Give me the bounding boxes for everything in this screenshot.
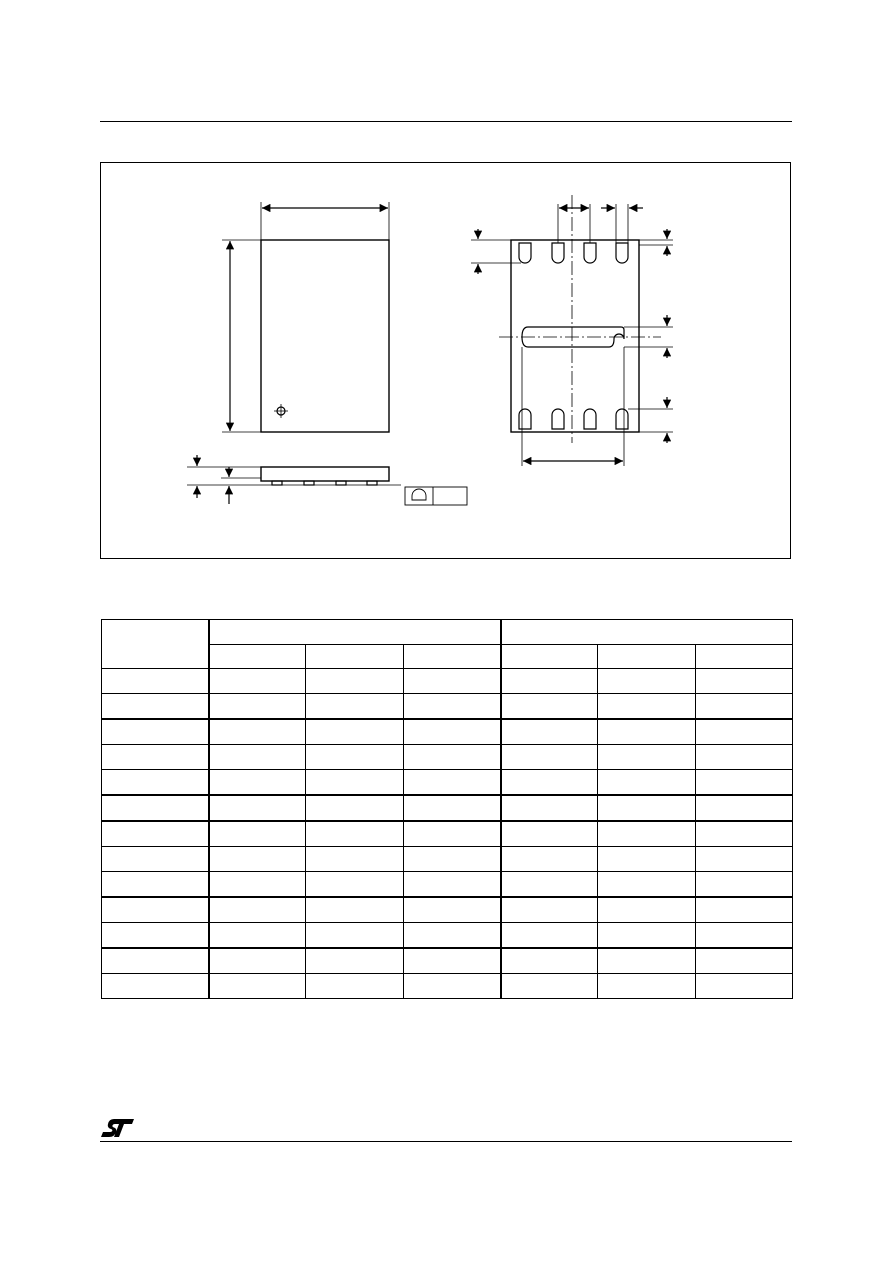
dimension-value-cell	[404, 795, 501, 821]
table-row	[102, 669, 793, 694]
dimension-value-cell	[404, 694, 501, 720]
st-logo-icon	[100, 1117, 136, 1139]
dimension-symbol-cell	[102, 795, 209, 821]
dimension-value-cell	[598, 669, 696, 694]
dimension-symbol-cell	[102, 974, 209, 999]
dimension-symbol-cell	[102, 821, 209, 847]
dimension-value-cell	[404, 923, 501, 949]
dimension-value-cell	[598, 847, 696, 872]
table-row	[102, 719, 793, 745]
dimension-value-cell	[306, 795, 404, 821]
table-row	[102, 694, 793, 720]
dimension-value-cell	[696, 719, 793, 745]
bottom-view	[471, 195, 673, 466]
dimensions-table	[101, 619, 793, 999]
dimension-value-cell	[598, 694, 696, 720]
dimension-value-cell	[404, 847, 501, 872]
dimension-value-cell	[501, 669, 598, 694]
dimension-symbol-cell	[102, 669, 209, 694]
tolerance-frame-icon	[405, 487, 467, 505]
dimension-value-cell	[598, 821, 696, 847]
package-drawing-svg	[101, 163, 792, 560]
subheader-cell	[598, 645, 696, 669]
dimension-value-cell	[598, 770, 696, 796]
dimension-symbol-cell	[102, 719, 209, 745]
dimension-value-cell	[306, 694, 404, 720]
dimension-value-cell	[501, 948, 598, 974]
table-body	[102, 669, 793, 999]
table-row	[102, 897, 793, 923]
dimension-value-cell	[501, 694, 598, 720]
dimension-symbol-cell	[102, 897, 209, 923]
dimension-value-cell	[209, 923, 306, 949]
dimension-value-cell	[501, 897, 598, 923]
dimension-value-cell	[209, 719, 306, 745]
dimension-value-cell	[501, 821, 598, 847]
table-row	[102, 923, 793, 949]
dimension-value-cell	[501, 795, 598, 821]
dimension-value-cell	[306, 847, 404, 872]
dimension-value-cell	[404, 770, 501, 796]
dimension-value-cell	[404, 669, 501, 694]
dimension-value-cell	[209, 847, 306, 872]
dimension-value-cell	[696, 745, 793, 770]
table-row	[102, 745, 793, 770]
dimension-value-cell	[696, 669, 793, 694]
table-header-row	[102, 620, 793, 645]
footer-rule	[100, 1141, 792, 1142]
header-cell-group-1	[209, 620, 501, 645]
dimension-value-cell	[598, 948, 696, 974]
table-row	[102, 795, 793, 821]
dimension-value-cell	[598, 923, 696, 949]
package-drawing	[100, 162, 791, 559]
subheader-cell	[306, 645, 404, 669]
dimension-value-cell	[404, 745, 501, 770]
dimension-value-cell	[209, 795, 306, 821]
dimension-value-cell	[696, 872, 793, 898]
dimension-value-cell	[404, 948, 501, 974]
dimension-value-cell	[209, 669, 306, 694]
dimension-value-cell	[306, 770, 404, 796]
dimension-value-cell	[404, 821, 501, 847]
dimension-value-cell	[404, 974, 501, 999]
dimension-value-cell	[209, 897, 306, 923]
dimension-symbol-cell	[102, 847, 209, 872]
dimension-value-cell	[306, 974, 404, 999]
pin1-marker-icon	[274, 404, 288, 418]
dimension-value-cell	[598, 872, 696, 898]
dimension-value-cell	[696, 974, 793, 999]
dimension-value-cell	[306, 897, 404, 923]
dimension-symbol-cell	[102, 745, 209, 770]
dimension-value-cell	[598, 719, 696, 745]
dimension-value-cell	[209, 974, 306, 999]
dimension-value-cell	[696, 694, 793, 720]
dimension-value-cell	[209, 770, 306, 796]
table-row	[102, 821, 793, 847]
subheader-cell	[501, 645, 598, 669]
subheader-cell	[404, 645, 501, 669]
header-cell-group-2	[501, 620, 793, 645]
table-row	[102, 872, 793, 898]
table-row	[102, 974, 793, 999]
dimension-value-cell	[501, 923, 598, 949]
dimension-value-cell	[696, 795, 793, 821]
dimension-value-cell	[404, 897, 501, 923]
dimension-value-cell	[209, 745, 306, 770]
side-view	[187, 455, 467, 505]
dimension-value-cell	[501, 770, 598, 796]
dimension-value-cell	[306, 872, 404, 898]
dimension-symbol-cell	[102, 948, 209, 974]
dimension-value-cell	[306, 923, 404, 949]
dimension-value-cell	[598, 795, 696, 821]
dimension-value-cell	[209, 821, 306, 847]
dimension-value-cell	[306, 669, 404, 694]
dimension-value-cell	[209, 948, 306, 974]
dimension-symbol-cell	[102, 923, 209, 949]
header-rule	[100, 121, 792, 122]
dimension-value-cell	[696, 923, 793, 949]
dimension-value-cell	[696, 770, 793, 796]
dimension-value-cell	[209, 872, 306, 898]
dimension-value-cell	[696, 821, 793, 847]
dimension-symbol-cell	[102, 770, 209, 796]
dimension-value-cell	[404, 872, 501, 898]
dimension-value-cell	[501, 872, 598, 898]
header-cell-dim	[102, 620, 209, 669]
dimension-value-cell	[696, 847, 793, 872]
dimension-value-cell	[306, 745, 404, 770]
dimension-value-cell	[501, 847, 598, 872]
dimension-value-cell	[209, 694, 306, 720]
table-row	[102, 948, 793, 974]
dimension-value-cell	[598, 974, 696, 999]
dimension-value-cell	[598, 897, 696, 923]
dimension-value-cell	[306, 948, 404, 974]
subheader-cell	[209, 645, 306, 669]
table-row	[102, 847, 793, 872]
top-view	[222, 202, 389, 432]
dimension-value-cell	[501, 745, 598, 770]
dimension-value-cell	[598, 745, 696, 770]
dimension-value-cell	[501, 974, 598, 999]
dimension-value-cell	[306, 719, 404, 745]
dimension-value-cell	[501, 719, 598, 745]
table-row	[102, 770, 793, 796]
subheader-cell	[696, 645, 793, 669]
dimension-value-cell	[404, 719, 501, 745]
dimension-value-cell	[306, 821, 404, 847]
dimension-symbol-cell	[102, 872, 209, 898]
dimension-value-cell	[696, 948, 793, 974]
dimension-value-cell	[696, 897, 793, 923]
dimension-symbol-cell	[102, 694, 209, 720]
